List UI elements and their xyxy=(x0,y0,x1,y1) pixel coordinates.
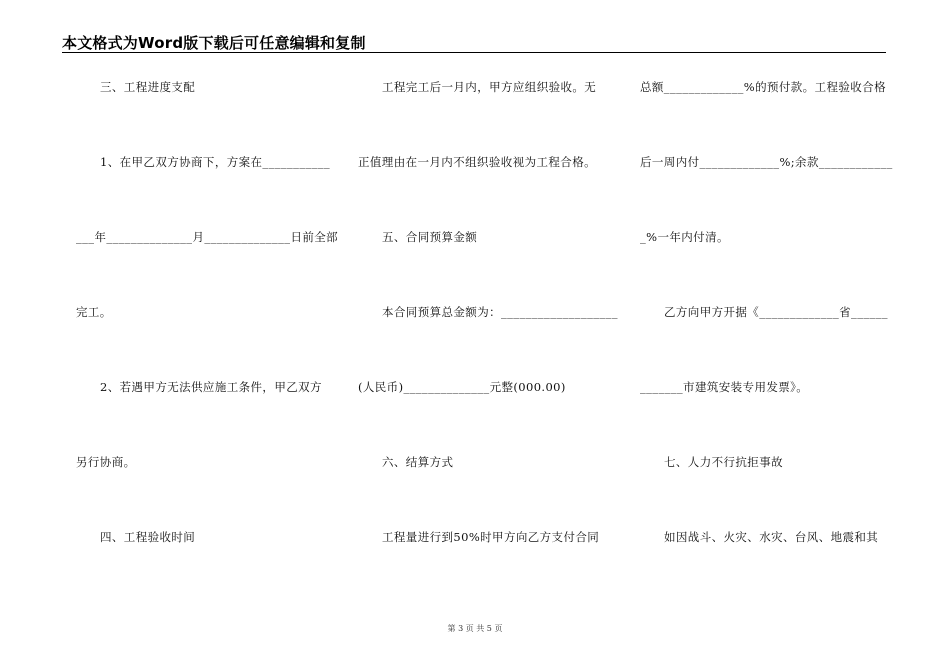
right-line-5: _______市建筑安装专用发票》。 xyxy=(640,380,809,394)
left-line-4: 完工。 xyxy=(76,305,112,319)
middle-line-6: 六、结算方式 xyxy=(382,455,454,469)
right-line-2: 后一周内付_____________%;余款____________ xyxy=(640,155,893,169)
left-line-2: 1、在甲乙双方协商下，方案在___________ xyxy=(100,155,331,169)
left-line-3: ___年______________月______________日前全部 xyxy=(76,230,339,244)
left-line-6: 另行协商。 xyxy=(76,455,136,469)
left-line-1: 三、工程进度支配 xyxy=(100,80,196,94)
right-line-1: 总额_____________%的预付款。工程验收合格 xyxy=(640,80,886,94)
right-line-7: 如因战斗、火灾、水灾、台风、地震和其 xyxy=(664,530,879,544)
right-line-3: _%一年内付清。 xyxy=(640,230,729,244)
middle-line-2: 正值理由在一月内不组织验收视为工程合格。 xyxy=(358,155,596,169)
right-line-6: 七、人力不行抗拒事故 xyxy=(664,455,783,469)
middle-line-4: 本合同预算总金额为：___________________ xyxy=(382,305,618,319)
left-line-7: 四、工程验收时间 xyxy=(100,530,196,544)
middle-line-5: (人民币)______________元整(000.00) xyxy=(358,380,566,394)
middle-line-3: 五、合同预算金额 xyxy=(382,230,478,244)
middle-line-1: 工程完工后一月内，甲方应组织验收。无 xyxy=(382,80,597,94)
left-line-5: 2、若遇甲方无法供应施工条件，甲乙双方 xyxy=(100,380,322,394)
header-divider xyxy=(62,52,886,53)
page-number-footer: 第 3 页 共 5 页 xyxy=(447,624,503,633)
document-header-title: 本文格式为Word版下载后可任意编辑和复制 xyxy=(62,34,366,52)
right-line-4: 乙方向甲方开据《_____________省______ xyxy=(664,305,888,319)
middle-line-7: 工程量进行到50%时甲方向乙方支付合同 xyxy=(382,530,600,544)
